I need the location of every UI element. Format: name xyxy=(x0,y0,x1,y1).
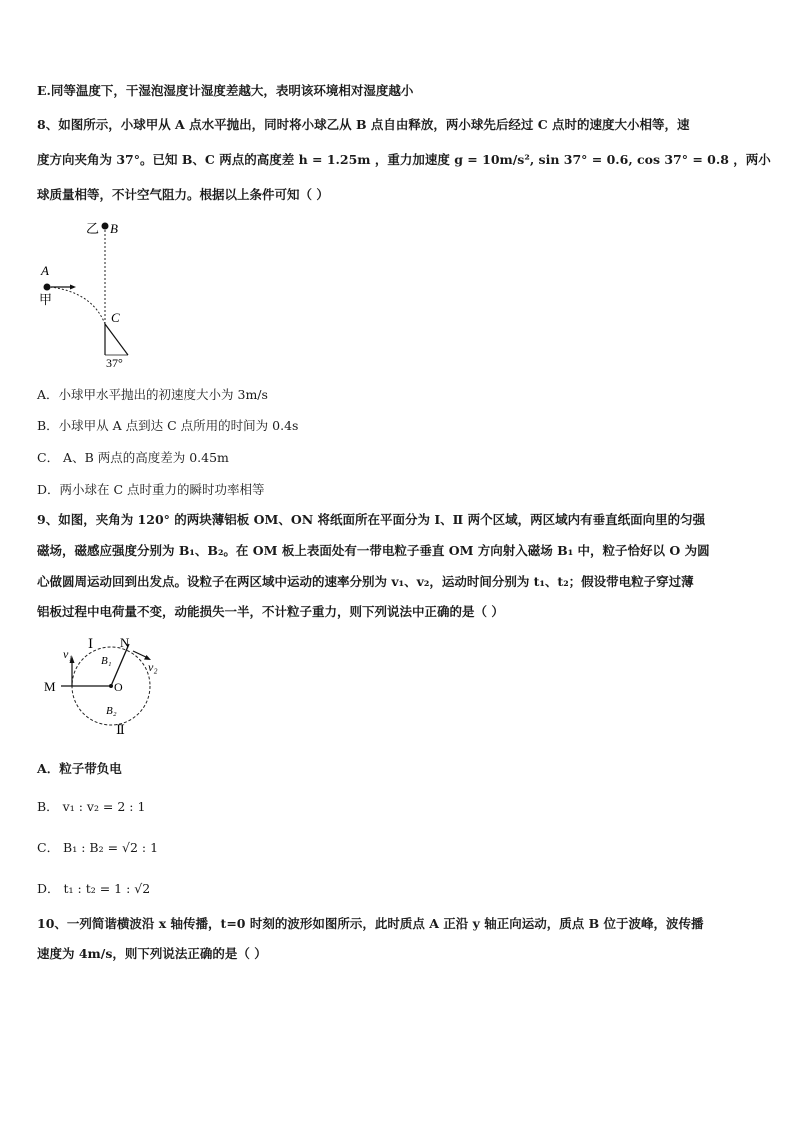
q9-figure xyxy=(38,630,178,740)
q9-option-d: D． t₁ : t₂ = 1 : √2 xyxy=(37,881,151,896)
fig8-label-a: A xyxy=(41,263,49,278)
fig8-label-angle: 37° xyxy=(106,356,123,370)
q9-stem-line-4: 铝板过程中电荷量不变，动能损失一半，不计粒子重力，则下列说法中正确的是（ ） xyxy=(37,604,504,619)
q9-option-b: B． v₁ : v₂ = 2 : 1 xyxy=(37,799,146,814)
fig9-label-n: N xyxy=(120,635,130,650)
q9-option-a: A．粒子带负电 xyxy=(37,761,122,776)
q8-stem-line-2: 度方向夹角为 37°。已知 B、C 两点的高度差 h = 1.25m ，重力加速度 g = 10m/s², sin 37° = 0.6, cos 37° = 0.8 ，两小 xyxy=(37,152,771,167)
fig8-resultant-velocity xyxy=(105,324,128,355)
fig9-label-o: O xyxy=(114,680,123,694)
fig9-label-ii: Ⅱ xyxy=(116,722,125,737)
q8-option-d: D．两小球在 C 点时重力的瞬时功率相等 xyxy=(37,482,265,497)
fig8-arrow-head xyxy=(70,285,76,290)
q8-figure xyxy=(30,212,150,372)
q8-option-c: C． A、B 两点的高度差为 0.45m xyxy=(37,450,229,465)
fig8-label-b: B xyxy=(110,221,118,236)
q9-stem-line-2: 磁场，磁感应强度分别为 B₁、B₂。在 OM 板上表面处有一带电粒子垂直 OM 方向射入磁场 B₁ 中，粒子恰好以 O 为圆 xyxy=(37,543,710,558)
q10-stem-line-2: 速度为 4m/s，则下列说法正确的是（ ） xyxy=(37,946,267,961)
fig8-label-c: C xyxy=(111,310,120,325)
option-e-text: E.同等温度下，干湿泡湿度计湿度差越大，表明该环境相对湿度越小 xyxy=(37,83,414,98)
fig9-point-o xyxy=(109,684,113,688)
q9-stem-line-3: 心做圆周运动回到出发点。设粒子在两区域中运动的速率分别为 v₁、v₂，运动时间分别为 t₁、t₂；假设带电粒子穿过薄 xyxy=(37,574,694,589)
q10-stem-line-1: 10、一列简谐横波沿 x 轴传播，t=0 时刻的波形如图所示，此时质点 A 正沿 y 轴正向运动，质点 B 位于波峰，波传播 xyxy=(37,916,704,931)
q8-stem-line-3: 球质量相等，不计空气阻力。根据以上条件可知（ ） xyxy=(37,187,329,202)
fig9-label-i: Ⅰ xyxy=(88,636,94,651)
q8-option-a: A．小球甲水平抛出的初速度大小为 3m/s xyxy=(37,387,268,402)
fig8-label-jia: 甲 xyxy=(39,292,53,307)
fig9-label-b2: B₂ xyxy=(106,705,117,717)
fig9-label-v2: v₂ xyxy=(148,660,158,674)
fig8-parabola-path xyxy=(50,287,105,324)
fig9-label-b1: B₁ xyxy=(101,655,112,667)
fig9-label-m: M xyxy=(44,679,56,694)
fig9-label-v1: v₁ xyxy=(63,647,73,661)
q8-option-b: B．小球甲从 A 点到达 C 点所用的时间为 0.4s xyxy=(37,418,299,433)
q9-stem-line-1: 9、如图，夹角为 120° 的两块薄铝板 OM、ON 将纸面所在平面分为 Ⅰ、Ⅱ 两个区域，两区域内有垂直纸面向里的匀强 xyxy=(37,512,706,527)
fig8-point-b xyxy=(102,223,109,230)
fig8-label-yi: 乙 xyxy=(86,221,100,236)
q8-stem-line-1: 8、如图所示，小球甲从 A 点水平抛出，同时将小球乙从 B 点自由释放，两小球先后经过 C 点时的速度大小相等，速 xyxy=(37,117,690,132)
q9-option-c: C． B₁ : B₂ = √2 : 1 xyxy=(37,840,159,855)
fig8-point-a xyxy=(44,284,51,291)
